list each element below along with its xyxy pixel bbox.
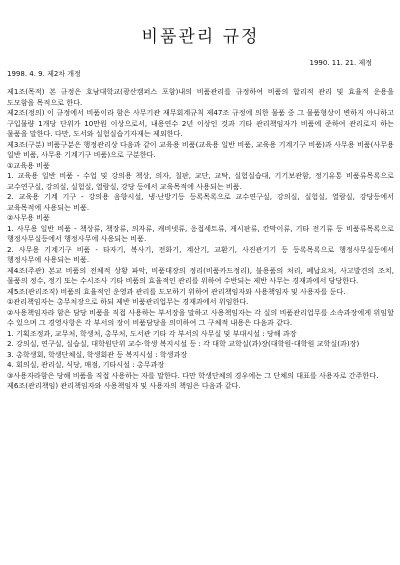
clause-heading: ①교육용 비품 <box>7 160 50 170</box>
article-paragraph: 제1조(목적) 본 규정은 호남대학교(광산캠퍼스 포함)내의 비품관리를 규정하여 비품의 합리적 관리 및 효율적 운용을 도모함을 목적으로 한다. <box>7 87 394 107</box>
revision-date: 1998. 4. 9. 제2차 개정 <box>7 70 81 78</box>
clause-item: ③사용자라함은 당해 비품을 직접 사용하는 자를 말한다. 다만 학생단체의 경우에는 그 단체의 대표를 사용자로 간주한다. <box>7 370 379 380</box>
article-paragraph: 제5조(관리조직) 비품의 효율적인 운영과 관리를 도모하기 위하여 관리책임자와 사용책임자 및 사용자를 둔다. <box>7 286 346 296</box>
article-paragraph: 제4조(주관) 본교 비품의 전체적 상황 파악, 비품대장의 정리(비품카드정리), 불용품의 처리, 폐납요처, 사고발견의 조치, 물품의 정수, 정기 또는 수시조사 기타 비품의 효율적인 관리를 위하여 수반되는 제반 사무는 경재과에서 담당한다. <box>7 265 394 285</box>
clause-item: 1. 교육용 일반 비품 - 수업 및 강의용 책상, 의자, 칠판, 교단, 교탁, 실험실습대, 기기보관함, 정기유통 비품류목록으로 교수연구실, 강의실, 실험실, 열람실, 강당 등에서 교육목적에 사용되는 비품. <box>7 171 394 191</box>
clause-item: ①관리책임자는 총무처장으로 하되 제반 비품관리업무는 경재과에서 위임한다. <box>7 297 249 306</box>
clause-item: 1. 사무용 일반 비품 - 책상류, 책장류, 의자류, 캐비넷류, 응접세트류, 게시판류, 칸막이류, 기타 전기류 등 비품류목록으로 행정사무실등에서 행정사무에 사용되는 비품. <box>7 223 394 243</box>
clause-item: 1. 기획조정과, 교무처, 학생처, 총무처, 도서관 기타 각 부서의 사무실 및 부대시설 : 당해 과장 <box>7 328 297 338</box>
clause-item: 2. 사무용 기계기구 비품 - 타자기, 복사기, 전화기, 계산기, 교환기, 사진관기기 등 등록목록으로 행정사무실등에서 행정사무에 사용되는 비품. <box>7 244 394 264</box>
article-paragraph: 제2조(정의) 이 규정에서 비품이라 함은 사무기관 재무회계규칙 제47조 규정에 의한 물품 중 그 물품형상이 변하지 아니하고 구입물량 1개당 단위가 10만원 이상으로서, 내용연수 2년 이상인 것과 기타 관리책임자가 비품에 준하여 관리로지 하는 물품을 말한다. 다만, 도서와 실험실습기자재는 제외한다. <box>7 108 394 138</box>
clause-item: 2. 강의실, 연구실, 실습실, 대학원단위 교수·학생 복지시설 등 : 각 대학 교학실(과)장(대학원-대학원 교학실(과)장) <box>7 339 360 348</box>
article-paragraph: 제3조(구분) 비품구분은 행정관리상 다음과 같이 교육용 비품(교육용 일반 비품, 교육용 기계기구 비품)과 사무용 비품(사무용 일반 비품, 사무용 기계기구 비품)으로 구분한다. <box>7 139 394 159</box>
clause-item: 4. 회의실, 관리실, 식당, 매점, 기타시설 : 총무과장 <box>7 360 165 369</box>
clause-item: ②사용책임자라 함은 담당 비품을 직접 사용하는 부서장을 말하고 사용책임자는 각 실의 비품관리업무를 소속과장에게 위임할 수 있으며 그 경영사항은 각 부서의 장이 비품담당을 의미하여 그 구체적 내용은 다음과 같다. <box>7 307 394 327</box>
clause-heading: ②사무용 비품 <box>7 213 50 222</box>
enactment-date: 1990. 11. 21. 제정 <box>309 59 372 67</box>
clause-item: 3. 총학생회, 학생단체실, 학생회관 등 복지시설 : 학생과장 <box>7 349 188 359</box>
page-title: 비품관리 규정 <box>141 27 260 47</box>
regulation-body <box>7 87 394 392</box>
article-paragraph: 제6조(관리책임) 관리책임자와 사용책임자 및 사용자의 책임은 다음과 같다. <box>7 381 241 390</box>
clause-item: 2. 교육용 기계 기구 - 강의용 음향시설, 냉·난방기등 등록목록으로 교수연구실, 강의실, 실험실, 열람실, 강당등에서 교육목적에 사용되는 비품. <box>7 192 394 212</box>
